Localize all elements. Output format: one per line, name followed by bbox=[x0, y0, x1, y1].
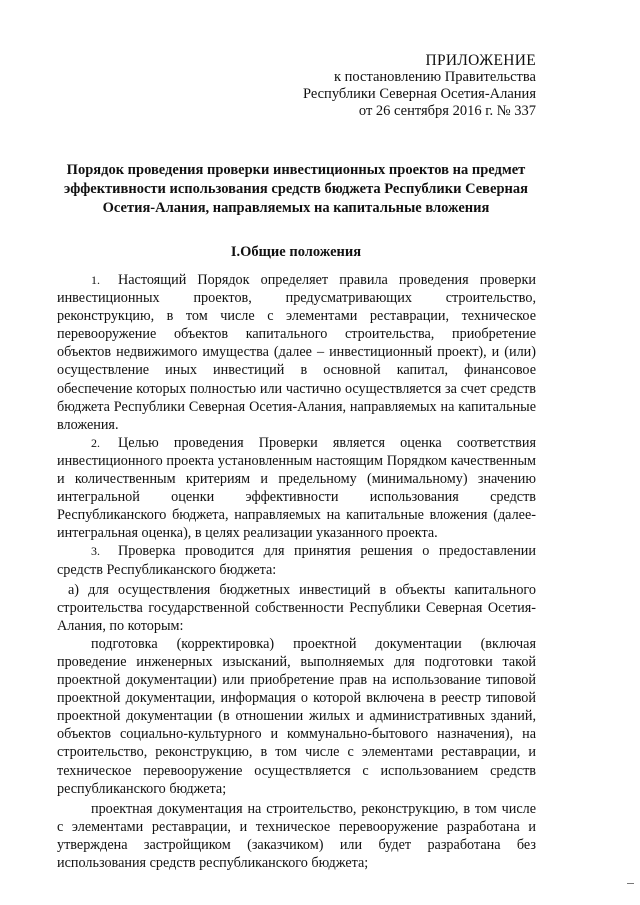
paragraph-1-number: 1. bbox=[91, 273, 100, 287]
subparagraph-design-docs: подготовка (корректировка) проектной документации (включая проведение инженерных изысканий, выполняемых для подготовки такой проектной документации) или приобретение прав на использование типовой проектной документации, информация о которой включена в реестр типовой проектной документации (в отношении жилых и административных зданий, объектов социально-культурного и коммунально-бытового назначения), на строительство, реконструкцию, в том числе с элементами реставрации, и техническое перевооружение осуществляется с использованием средств республиканского бюджета; bbox=[57, 635, 536, 797]
paragraph-3-number: 3. bbox=[91, 544, 100, 559]
appendix-line-resolution: к постановлению Правительства bbox=[334, 69, 536, 85]
appendix-title: ПРИЛОЖЕНИЕ bbox=[425, 52, 536, 69]
paragraph-2 bbox=[57, 434, 536, 543]
paragraph-1 bbox=[57, 271, 536, 434]
subparagraph-developer-docs: проектная документация на строительство, реконструкцию, в том числе с элементами реставрации, и техническое перевооружение разработана и утверждена застройщиком (заказчиком) или будет разработана без использования средств республиканского бюджета; bbox=[57, 800, 536, 871]
paragraph-3-text: Проверка проводится для принятия решения о предоставлении средств Республиканского бюджета: bbox=[57, 543, 536, 578]
paragraph-2-text: Целью проведения Проверки является оценка соответствия инвестиционного проекта установленным настоящим Порядком качественным и количественным критериям и предельному (минимальному) значению интегральной оценки эффективности использования средств Республиканского бюджета, направляемых на капитальные вложения (далее-интегральная оценка), в целях реализации указанного проекта. bbox=[57, 434, 536, 542]
appendix-line-date: от 26 сентября 2016 г. № 337 bbox=[358, 103, 536, 119]
document-body bbox=[57, 271, 536, 872]
paragraph-1-text: Настоящий Порядок определяет правила проведения проверки инвестиционных проектов, предусматривающих строительство, реконструкцию, в том числе с элементами реставрации, техническое перевооружение объектов капитального строительства, приобретение объектов недвижимого имущества (далее – инвестиционный проект), и (или) осуществление иных инвестиций в основной капитал, финансовое обеспечение которых полностью или частично осуществляется за счет средств бюджета Республики Северная Осетия-Алания, направляемых на капитальные вложения. bbox=[57, 272, 536, 433]
subparagraph-a: а) для осуществления бюджетных инвестиций в объекты капитального строительства государственной собственности Республики Северная Осетия-Алания, по которым: bbox=[57, 581, 536, 634]
document-title: Порядок проведения проверки инвестиционных проектов на предмет эффективности использования средств бюджета Республики Северная Осетия-Алания, направляемых на капитальные вложения bbox=[64, 162, 528, 216]
appendix-block bbox=[303, 52, 536, 120]
paragraph-3 bbox=[57, 542, 536, 578]
scan-margin-mark bbox=[627, 883, 634, 884]
paragraph-2-number: 2. bbox=[91, 435, 100, 450]
appendix-line-republic: Республики Северная Осетия-Алания bbox=[302, 86, 536, 102]
section-heading: I.Общие положения bbox=[230, 244, 362, 260]
